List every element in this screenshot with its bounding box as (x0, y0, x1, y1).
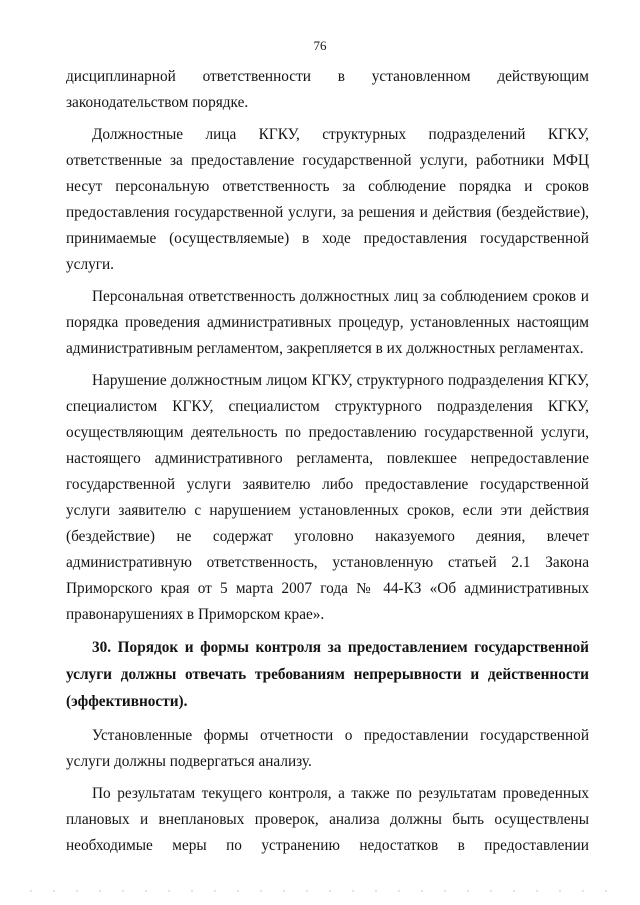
paragraph-control-results (66, 781, 589, 859)
page-number: 76 (313, 38, 327, 53)
continuation-line-1: дисциплинарной ответственности в установленном действующим (66, 68, 589, 85)
paragraph-violation: Нарушение должностным лицом КГКУ, структурного подразделения КГКУ, специалистом КГКУ, специалистом структурного подразделения КГКУ, осуществляющим деятельность по предоставлению государственной услуги, настоящего административного регламента, повлекшее непредоставление государственной услуги заявителю либо предоставление государственной услуги заявителю с нарушением установленных сроков, если эти действия (бездействие) не содержат уголовно наказуемого деяния, влечет административную ответственность, установленную статьей 2.1 Закона Приморского края от 5 марта 2007 года № 44-КЗ «Об административных правонарушениях в Приморском крае». (66, 372, 589, 623)
scan-noise-line (30, 890, 610, 892)
paragraph-reporting-forms: Установленные формы отчетности о предоставлении государственной услуги должны подвергаться анализу. (66, 727, 589, 770)
paragraph-continuation (66, 64, 589, 116)
paragraph-responsibility: Должностные лица КГКУ, структурных подразделений КГКУ, ответственные за предоставление государственной услуги, работники МФЦ несут персональную ответственность за соблюдение порядка и сроков предоставления государственной услуги, за решения и действия (бездействие), принимаемые (осуществляемые) в ходе предоставления государственной услуги. (66, 126, 589, 273)
section-heading-30: 30. Порядок и формы контроля за предоставлением государственной услуги должны отвечать требованиям непрерывности и действенности (эффективности). (66, 639, 589, 710)
document-body (66, 64, 589, 859)
continuation-line-2: законодательством порядке. (66, 94, 249, 111)
control-results-line-1: По результатам текущего контроля, а также по результатам проведенных плановых и внеплановых проверок, анализа должны быть осуществлены (66, 785, 589, 828)
control-results-line-2: необходимые меры по устранению недостатков в предоставлении (66, 837, 589, 854)
paragraph-personal-responsibility: Персональная ответственность должностных лиц за соблюдением сроков и порядка проведения административных процедур, установленных настоящим административным регламентом, закрепляется в их должностных регламентах. (66, 288, 589, 357)
